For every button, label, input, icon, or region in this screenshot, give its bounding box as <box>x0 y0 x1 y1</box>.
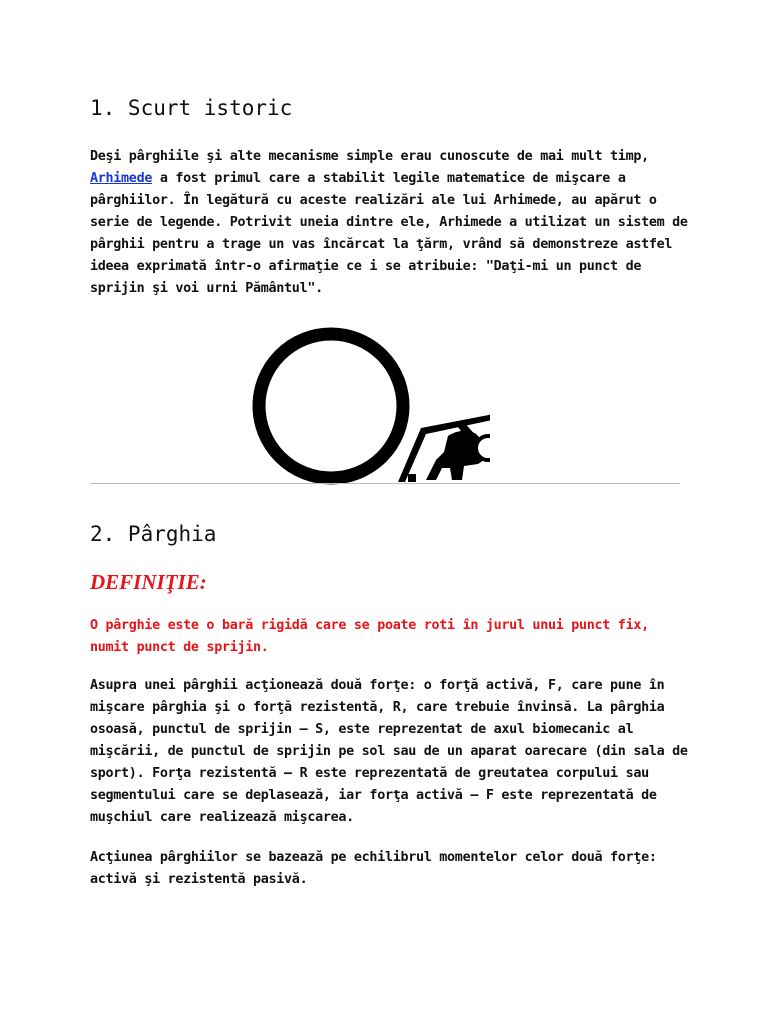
history-paragraph-line1: Deşi pârghiile şi alte mecanisme simple erau cunoscute de mai mult timp, <box>90 149 649 164</box>
earth-circle <box>259 334 403 478</box>
arhimede-link[interactable]: Arhimede <box>90 171 153 186</box>
history-paragraph <box>90 146 690 300</box>
definition-title: DEFINIŢIE: <box>90 570 207 594</box>
archimedes-lever-illustration <box>250 320 490 490</box>
section-heading-lever: 2. Pârghia <box>90 522 217 546</box>
section-heading-history: 1. Scurt istoric <box>90 96 293 120</box>
horizontal-divider <box>90 483 680 484</box>
equilibrium-paragraph: Acţiunea pârghiilor se bazează pe echilibrul momentelor celor două forţe: activă şi rezistentă pasivă. <box>90 850 657 887</box>
forces-paragraph: Asupra unei pârghii acţionează două forţe: o forţă activă, F, care pune în mişcare pârghia şi o forţă rezistentă, R, care trebuie învinsă. La pârghia osoasă, punctul de sprijin – S, este reprezentat de axul biomecanic al mişcării, de punctul de sprijin pe sol sau de un aparat oarecare (din sala de sport). Forţa rezistentă – R este reprezentată de greutatea corpului sau segmentului care se deplasează, iar forţa activă – F este reprezentată de muşchiul care realizează mişcarea. <box>90 678 688 825</box>
history-paragraph-rest: a fost primul care a stabilit legile matematice de mişcare a pârghiilor. În legătură cu aceste realizări ale lui Arhimede, au apărut o serie de legende. Potrivit uneia dintre ele, Arhimede a utilizat un sistem de pârghii pentru a trage un vas încărcat la ţărm, vrând să demonstreze astfel ideea exprimată într-o afirmaţie ce i se atribuie: "Daţi-mi un punct de sprijin şi voi urni Pământul". <box>90 171 688 296</box>
definition-text: O pârghie este o bară rigidă care se poate roti în jurul unui punct fix, numit punct de sprijin. <box>90 618 649 655</box>
fulcrum <box>408 474 416 482</box>
archimedes-head <box>476 436 490 460</box>
